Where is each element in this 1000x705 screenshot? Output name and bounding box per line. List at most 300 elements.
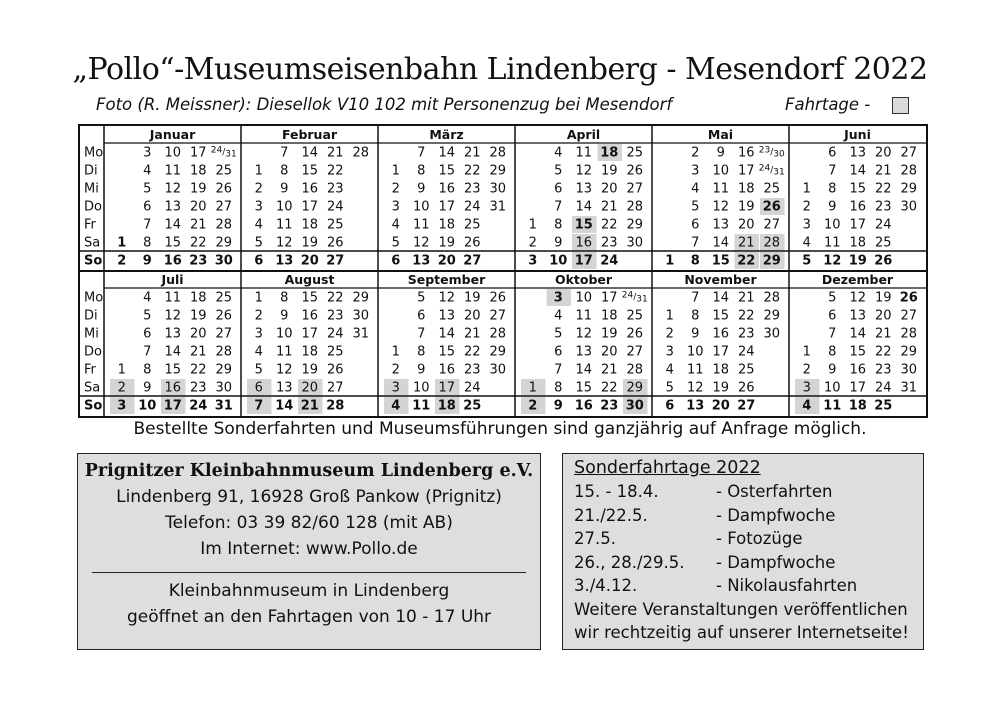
day-number: 24 [463, 199, 481, 215]
day-number: 25 [874, 235, 892, 251]
day-number: 29 [352, 290, 370, 306]
day-number: 6 [254, 380, 263, 396]
day-number: 10 [575, 290, 593, 306]
day-number: 18 [437, 398, 456, 414]
day-number: 22 [874, 181, 892, 197]
day-number: 26 [215, 308, 233, 324]
event-row [574, 480, 923, 504]
month-name: September [407, 272, 486, 287]
day-number: 13 [275, 380, 293, 396]
day-number: 15 [301, 290, 319, 306]
day-number: 31 [352, 326, 370, 342]
day-number: 10 [823, 217, 841, 233]
day-number: 17 [849, 380, 867, 396]
day-number: 25 [626, 308, 644, 324]
weekday-label: Mo [84, 290, 104, 306]
day-number: 4 [254, 344, 263, 360]
day-number: 8 [554, 380, 563, 396]
day-number: 13 [712, 217, 730, 233]
day-number: 22 [326, 163, 344, 179]
day-number: 4 [554, 308, 563, 324]
day-number: 26 [874, 253, 893, 269]
day-number: 1 [117, 235, 127, 251]
day-number: 9 [828, 199, 837, 215]
special-trips-heading: Sonderfahrtage 2022 [574, 458, 761, 478]
day-number: 14 [849, 326, 867, 342]
day-number: 17 [163, 398, 182, 414]
day-number: 30 [352, 308, 370, 324]
day-number: 14 [438, 326, 456, 342]
day-number: 4 [391, 398, 401, 414]
museum-line-2: geöffnet an den Fahrtagen von 10 - 17 Uhr [126, 607, 492, 627]
event-date: 3./4.12. [574, 576, 638, 596]
day-number: 21 [737, 235, 755, 251]
event-row [574, 551, 923, 575]
day-number: 16 [438, 362, 456, 378]
day-number: 23 [737, 326, 755, 342]
address: Lindenberg 91, 16928 Groß Pankow (Prignitz) [116, 487, 502, 507]
day-number: 1 [254, 163, 263, 179]
day-number: 11 [686, 362, 704, 378]
day-number: 6 [554, 344, 563, 360]
day-number: 22 [600, 217, 618, 233]
day-number: 30 [763, 326, 781, 342]
month-name: Mai [707, 127, 734, 142]
day-number: 22 [737, 308, 755, 324]
day-number: 5 [828, 290, 837, 306]
legend-swatch [892, 97, 909, 114]
weekday-label: So [84, 398, 103, 414]
day-number: 5 [254, 362, 263, 378]
day-number: 15 [301, 163, 319, 179]
day-number: 13 [849, 145, 867, 161]
day-number: 14 [164, 217, 182, 233]
day-number: 9 [142, 253, 152, 269]
day-number: 21 [326, 145, 344, 161]
day-number: 16 [301, 181, 319, 197]
day-number: 16 [438, 181, 456, 197]
day-number: 10 [686, 344, 704, 360]
month-name: Juli [161, 272, 184, 287]
day-number: 27 [326, 380, 344, 396]
day-number: 5 [143, 181, 152, 197]
day-number: 27 [215, 199, 233, 215]
day-number: 20 [711, 398, 730, 414]
day-number: 9 [417, 362, 426, 378]
day-number: 15 [712, 308, 730, 324]
day-number: 21 [600, 199, 618, 215]
day-number: 18 [600, 308, 618, 324]
day-number: 3 [665, 344, 674, 360]
day-number: 20 [874, 308, 892, 324]
day-number: 8 [417, 163, 426, 179]
day-number: 7 [143, 217, 152, 233]
website: Im Internet: www.Pollo.de [200, 539, 418, 559]
day-number: 8 [143, 362, 152, 378]
day-number: 20 [300, 253, 319, 269]
day-number: 3 [391, 199, 400, 215]
day-number: 20 [874, 145, 892, 161]
day-number: 6 [417, 308, 426, 324]
day-number: 10 [275, 326, 293, 342]
day-number: 27 [626, 181, 644, 197]
day-number: 12 [275, 235, 293, 251]
day-number: 2 [117, 380, 126, 396]
day-number: 13 [575, 344, 593, 360]
day-number: 14 [575, 199, 593, 215]
day-number: 11 [275, 344, 293, 360]
day-number: 15 [711, 253, 730, 269]
day-number: 14 [712, 290, 730, 306]
day-number: 2 [665, 326, 674, 342]
day-number: 10 [412, 380, 430, 396]
day-number: 6 [554, 181, 563, 197]
event-name: - Dampfwoche [716, 552, 836, 572]
day-number: 1 [528, 217, 537, 233]
divider [92, 572, 526, 573]
day-number: 25 [737, 362, 755, 378]
day-number: 24 [463, 380, 481, 396]
event-row [574, 504, 923, 528]
day-number: 22 [463, 344, 481, 360]
day-number: 16 [712, 326, 730, 342]
day-number: 22 [874, 344, 892, 360]
day-number: 14 [275, 398, 294, 414]
day-number: 22 [600, 380, 618, 396]
day-number: 18 [848, 398, 867, 414]
day-number: 20 [437, 253, 456, 269]
day-number: 13 [575, 181, 593, 197]
day-number: 25 [463, 398, 482, 414]
day-number: 9 [553, 398, 563, 414]
day-number: 4 [254, 217, 263, 233]
day-number: 31 [214, 398, 233, 414]
day-number: 17 [189, 145, 207, 161]
day-number: 18 [737, 181, 755, 197]
month-name: März [429, 127, 464, 142]
day-number: 18 [849, 235, 867, 251]
day-number: 15 [438, 344, 456, 360]
day-number: 19 [189, 181, 207, 197]
day-number: 1 [391, 163, 400, 179]
day-number: 10 [412, 199, 430, 215]
day-number: 8 [280, 163, 289, 179]
day-number: 26 [215, 181, 233, 197]
day-number: 21 [737, 290, 755, 306]
day-number: 1 [254, 290, 263, 306]
day-number: 15 [164, 235, 182, 251]
day-number: 26 [326, 362, 344, 378]
day-number: 30 [625, 398, 644, 414]
day-number: 8 [554, 217, 563, 233]
month-name: Juni [844, 127, 871, 142]
day-number: 22 [326, 290, 344, 306]
day-number: 25 [874, 398, 893, 414]
day-number: 19 [438, 235, 456, 251]
day-number: 25 [215, 290, 233, 306]
day-number: 4 [802, 235, 811, 251]
day-number: 5 [143, 308, 152, 324]
weekday-label: Do [84, 199, 102, 215]
day-number: 20 [737, 217, 755, 233]
day-number: 7 [417, 326, 426, 342]
day-number: 26 [899, 290, 918, 306]
day-number: 8 [280, 290, 289, 306]
phone: Telefon: 03 39 82/60 128 (mit AB) [165, 513, 453, 533]
weekday-label: Fr [84, 217, 96, 233]
day-number: 17 [600, 290, 618, 306]
day-number: 5 [554, 163, 563, 179]
calendar-grid [80, 126, 926, 416]
day-number: 11 [575, 145, 593, 161]
day-number: 23 [189, 253, 208, 269]
day-number: 2 [528, 398, 538, 414]
day-number: 30 [489, 362, 507, 378]
day-number: 19 [600, 163, 618, 179]
day-number: 16 [737, 145, 755, 161]
day-number: 18 [600, 145, 619, 161]
day-number: 30 [214, 253, 233, 269]
request-note: Bestellte Sonderfahrten und Museumsführungen sind ganzjährig auf Anfrage möglich. [133, 419, 867, 439]
day-number: 20 [301, 380, 319, 396]
day-number: 19 [712, 380, 730, 396]
day-number: 29 [489, 344, 507, 360]
day-number: 26 [762, 199, 781, 215]
day-number: 28 [900, 163, 918, 179]
day-number: 1 [528, 380, 537, 396]
day-number: 27 [215, 326, 233, 342]
day-number: 10 [549, 253, 568, 269]
day-number: 28 [763, 235, 781, 251]
day-number: 18 [301, 217, 319, 233]
day-number: 6 [828, 145, 837, 161]
month-name: August [284, 272, 335, 287]
day-number: 5 [802, 253, 812, 269]
day-number: 12 [686, 380, 704, 396]
day-number: 2 [802, 199, 811, 215]
day-number: 20 [600, 181, 618, 197]
day-number: 15 [164, 362, 182, 378]
day-number: 4 [143, 163, 152, 179]
day-number: 5 [417, 290, 426, 306]
day-number: 17 [737, 163, 755, 179]
day-number: 24 [874, 217, 892, 233]
organization-name: Prignitzer Kleinbahnmuseum Lindenberg e.V. [84, 461, 534, 481]
day-number: 28 [352, 145, 370, 161]
day-number: 28 [489, 145, 507, 161]
day-number: 21 [463, 145, 481, 161]
day-number: 25 [326, 344, 344, 360]
day-number: $^{24}$/31 [621, 290, 648, 305]
day-number: 27 [463, 253, 482, 269]
day-number: 28 [215, 217, 233, 233]
day-number: 7 [691, 290, 700, 306]
contact-box [77, 453, 541, 650]
day-number: 23 [874, 199, 892, 215]
day-number: 2 [117, 253, 127, 269]
event-row [574, 527, 923, 551]
month-name: Dezember [821, 272, 894, 287]
day-number: 1 [391, 344, 400, 360]
day-number: 21 [874, 163, 892, 179]
day-number: 17 [301, 199, 319, 215]
day-number: 29 [763, 308, 781, 324]
day-number: 17 [712, 344, 730, 360]
weekday-label: Di [84, 308, 98, 324]
day-number: 12 [823, 253, 842, 269]
day-number: 16 [849, 362, 867, 378]
page-title: „Pollo“-Museumseisenbahn Lindenberg - Mesendorf 2022 [72, 52, 928, 87]
day-number: 25 [326, 217, 344, 233]
day-number: 11 [823, 398, 842, 414]
day-number: 7 [554, 362, 563, 378]
month-name: Oktober [554, 272, 613, 287]
month-name: April [566, 127, 601, 142]
day-number: 24 [874, 380, 892, 396]
day-number: 13 [275, 253, 294, 269]
day-number: 13 [164, 199, 182, 215]
day-number: 20 [189, 199, 207, 215]
day-number: 21 [600, 362, 618, 378]
day-number: 19 [600, 326, 618, 342]
events-footer-2: wir rechtzeitig auf unserer Internetseite! [574, 622, 909, 642]
month-name: Januar [149, 127, 196, 142]
day-number: 24 [326, 326, 344, 342]
day-number: 16 [301, 308, 319, 324]
day-number: 20 [189, 326, 207, 342]
day-number: 10 [138, 398, 157, 414]
day-number: 21 [300, 398, 319, 414]
day-number: 22 [463, 163, 481, 179]
weekday-label: Mo [84, 145, 104, 161]
day-number: 21 [463, 326, 481, 342]
day-number: 26 [326, 235, 344, 251]
day-number: 6 [828, 308, 837, 324]
day-number: 10 [712, 163, 730, 179]
day-number: 2 [391, 362, 400, 378]
day-number: 2 [391, 181, 400, 197]
day-number: 5 [691, 199, 700, 215]
day-number: 17 [301, 326, 319, 342]
day-number: 26 [463, 235, 481, 251]
day-number: 24 [737, 344, 755, 360]
day-number: 10 [823, 380, 841, 396]
photo-caption: Foto (R. Meissner): Diesellok V10 102 mit Personenzug bei Mesendorf [96, 95, 673, 114]
day-number: 22 [189, 235, 207, 251]
day-number: 7 [691, 235, 700, 251]
day-number: 15 [575, 380, 593, 396]
day-number: 27 [900, 308, 918, 324]
day-number: 4 [665, 362, 674, 378]
event-date: 15. - 18.4. [574, 482, 659, 502]
event-date: 27.5. [574, 529, 616, 549]
day-number: 6 [254, 253, 264, 269]
event-name: - Dampfwoche [716, 505, 836, 525]
day-number: 3 [143, 145, 152, 161]
day-number: 9 [716, 145, 725, 161]
day-number: 4 [691, 181, 700, 197]
day-number: 5 [665, 380, 674, 396]
day-number: 15 [849, 344, 867, 360]
day-number: 30 [900, 199, 918, 215]
day-number: 8 [691, 308, 700, 324]
day-number: 9 [554, 235, 563, 251]
day-number: 1 [117, 362, 126, 378]
day-number: 13 [164, 326, 182, 342]
day-number: 21 [189, 217, 207, 233]
day-number: 18 [189, 290, 207, 306]
day-number: 3 [528, 253, 538, 269]
day-number: 20 [600, 344, 618, 360]
day-number: 29 [215, 235, 233, 251]
day-number: 7 [554, 199, 563, 215]
day-number: 3 [802, 217, 811, 233]
day-number: 23 [600, 398, 619, 414]
day-number: 7 [417, 145, 426, 161]
day-number: 7 [143, 344, 152, 360]
day-number: 16 [575, 235, 593, 251]
day-number: 8 [690, 253, 700, 269]
day-number: 28 [489, 326, 507, 342]
weekday-label: So [84, 253, 103, 269]
weekday-label: Do [84, 344, 102, 360]
weekday-label: Mi [84, 326, 99, 342]
day-number: $^{24}$/31 [758, 163, 785, 178]
day-number: 27 [763, 217, 781, 233]
event-date: 26., 28./29.5. [574, 552, 685, 572]
day-number: 31 [900, 380, 918, 396]
day-number: 18 [712, 362, 730, 378]
day-number: 31 [489, 199, 507, 215]
day-number: 5 [554, 326, 563, 342]
day-number: 27 [626, 344, 644, 360]
day-number: 29 [626, 380, 644, 396]
day-number: 29 [900, 181, 918, 197]
day-number: $^{24}$/31 [210, 145, 237, 160]
day-number: 23 [326, 181, 344, 197]
day-number: 2 [802, 362, 811, 378]
day-number: $^{23}$/30 [758, 145, 785, 160]
day-number: 9 [143, 380, 152, 396]
day-number: 27 [489, 308, 507, 324]
day-number: 12 [575, 163, 593, 179]
day-number: 2 [254, 308, 263, 324]
day-number: 27 [737, 398, 756, 414]
day-number: 29 [762, 253, 781, 269]
day-number: 7 [280, 145, 289, 161]
day-number: 14 [301, 145, 319, 161]
day-number: 13 [849, 308, 867, 324]
day-number: 4 [143, 290, 152, 306]
day-number: 9 [691, 326, 700, 342]
day-number: 7 [254, 398, 264, 414]
day-number: 8 [828, 344, 837, 360]
day-number: 6 [391, 253, 401, 269]
day-number: 23 [600, 235, 618, 251]
day-number: 14 [575, 362, 593, 378]
day-number: 6 [143, 326, 152, 342]
day-number: 28 [900, 326, 918, 342]
day-number: 26 [489, 290, 507, 306]
day-number: 6 [665, 398, 675, 414]
day-number: 1 [802, 181, 811, 197]
day-number: 8 [828, 181, 837, 197]
day-number: 12 [164, 181, 182, 197]
day-number: 16 [163, 253, 182, 269]
day-number: 16 [849, 199, 867, 215]
weekday-label: Sa [84, 235, 101, 251]
day-number: 11 [164, 163, 182, 179]
